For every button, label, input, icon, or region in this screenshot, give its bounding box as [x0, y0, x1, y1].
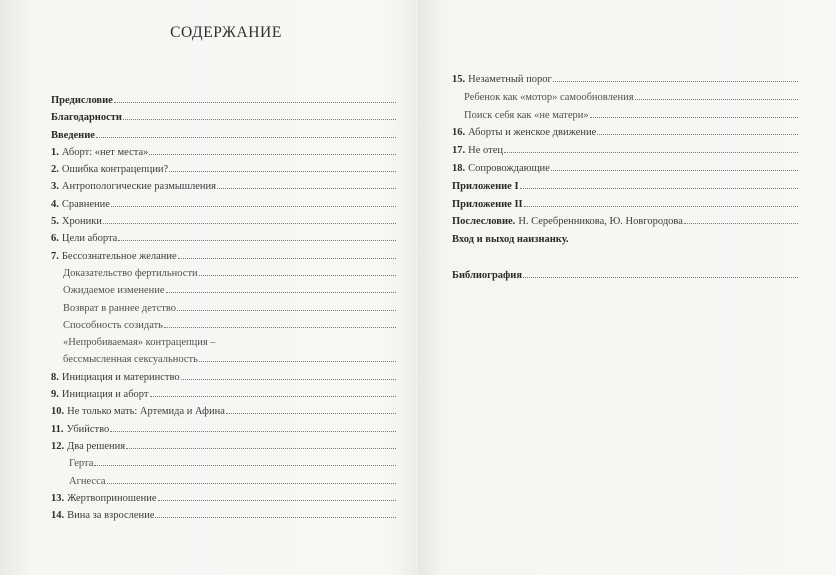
- afterword-authors: Н. Серебренникова, Ю. Новгородова: [518, 216, 683, 228]
- toc-entry-bibliography[interactable]: Библиография: [452, 267, 798, 285]
- dot-leader: [118, 240, 396, 241]
- dot-leader: [597, 134, 798, 135]
- toc-subentry[interactable]: Герта: [51, 455, 396, 472]
- toc-right-column: [452, 71, 798, 285]
- toc-entry-chapter-12[interactable]: 12. Два решения: [51, 438, 396, 455]
- toc-subentry[interactable]: Способность созидать: [51, 317, 396, 334]
- toc-entry-chapter-10[interactable]: 10. Не только мать: Артемида и Афина: [51, 403, 396, 420]
- dot-leader: [504, 152, 798, 153]
- toc-entry-acknowledgements[interactable]: Благодарности: [51, 109, 396, 126]
- toc-subentry[interactable]: «Непробиваемая» контрацепция – бессмысленная сексуальность: [51, 334, 396, 369]
- dot-leader: [107, 483, 396, 484]
- dot-leader: [111, 206, 396, 207]
- dot-leader: [226, 413, 396, 414]
- dot-leader: [181, 379, 396, 380]
- toc-entry-chapter-1[interactable]: 1. Аборт: «нет места»: [51, 144, 396, 161]
- dot-leader: [590, 117, 798, 118]
- dot-leader: [524, 206, 798, 207]
- toc-entry-chapter-5[interactable]: 5. Хроники: [51, 213, 396, 230]
- toc-entry-chapter-14[interactable]: 14. Вина за взросление: [51, 507, 396, 524]
- dot-leader: [94, 465, 396, 466]
- toc-entry-appendix-2[interactable]: Приложение II: [452, 196, 798, 214]
- dot-leader: [155, 517, 396, 518]
- dot-leader: [158, 500, 397, 501]
- spacer: [452, 249, 798, 267]
- dot-leader: [126, 448, 396, 449]
- dot-leader: [523, 277, 798, 278]
- dot-leader: [114, 102, 396, 103]
- dot-leader: [199, 361, 396, 362]
- toc-entry-chapter-16[interactable]: 16. Аборты и женское движение: [452, 124, 798, 142]
- dot-leader: [520, 188, 798, 189]
- toc-entry-chapter-4[interactable]: 4. Сравнение: [51, 196, 396, 213]
- toc-subentry[interactable]: Ожидаемое изменение: [51, 282, 396, 299]
- dot-leader: [217, 188, 396, 189]
- dot-leader: [169, 171, 396, 172]
- toc-entry-preface[interactable]: Предисловие: [51, 92, 396, 109]
- toc-entry-afterword-title[interactable]: Вход и выход наизнанку.: [452, 234, 569, 246]
- dot-leader: [178, 258, 396, 259]
- dot-leader: [103, 223, 396, 224]
- toc-entry-chapter-18[interactable]: 18. Сопровождающие: [452, 160, 798, 178]
- dot-leader: [684, 223, 798, 224]
- toc-entry-chapter-6[interactable]: 6. Цели аборта: [51, 230, 396, 247]
- dot-leader: [123, 119, 396, 120]
- toc-subentry[interactable]: Агнесса: [51, 473, 396, 490]
- toc-subentry[interactable]: Доказательство фертильности: [51, 265, 396, 282]
- toc-left-column: [51, 92, 396, 524]
- toc-entry-chapter-13[interactable]: 13. Жертвоприношение: [51, 490, 396, 507]
- page-title: СОДЕРЖАНИЕ: [170, 24, 282, 41]
- toc-entry-chapter-15[interactable]: 15. Незаметный порог: [452, 71, 798, 89]
- dot-leader: [177, 310, 396, 311]
- toc-entry-chapter-11[interactable]: 11. Убийство: [51, 421, 396, 438]
- dot-leader: [635, 99, 798, 100]
- dot-leader: [96, 137, 396, 138]
- toc-subentry[interactable]: Ребенок как «мотор» самообновления: [452, 89, 798, 107]
- toc-subentry[interactable]: Поиск себя как «не матери»: [452, 107, 798, 125]
- toc-entry-introduction[interactable]: Введение: [51, 127, 396, 144]
- toc-entry-chapter-3[interactable]: 3. Антропологические размышления: [51, 178, 396, 195]
- toc-subentry[interactable]: Возврат в раннее детство: [51, 300, 396, 317]
- dot-leader: [551, 170, 798, 171]
- toc-entry-afterword[interactable]: Послесловие. Н. Серебренникова, Ю. Новгородова: [452, 213, 798, 231]
- dot-leader: [150, 396, 397, 397]
- toc-entry-chapter-7[interactable]: 7. Бессознательное желание: [51, 248, 396, 265]
- toc-entry-chapter-2[interactable]: 2. Ошибка контрацепции?: [51, 161, 396, 178]
- toc-entry-appendix-1[interactable]: Приложение I: [452, 178, 798, 196]
- toc-entry-chapter-8[interactable]: 8. Инициация и материнство: [51, 369, 396, 386]
- toc-entry-chapter-17[interactable]: 17. Не отец: [452, 142, 798, 160]
- dot-leader: [110, 431, 396, 432]
- dot-leader: [553, 81, 798, 82]
- dot-leader: [166, 292, 396, 293]
- toc-entry-chapter-9[interactable]: 9. Инициация и аборт: [51, 386, 396, 403]
- dot-leader: [164, 327, 396, 328]
- dot-leader: [199, 275, 396, 276]
- dot-leader: [149, 154, 396, 155]
